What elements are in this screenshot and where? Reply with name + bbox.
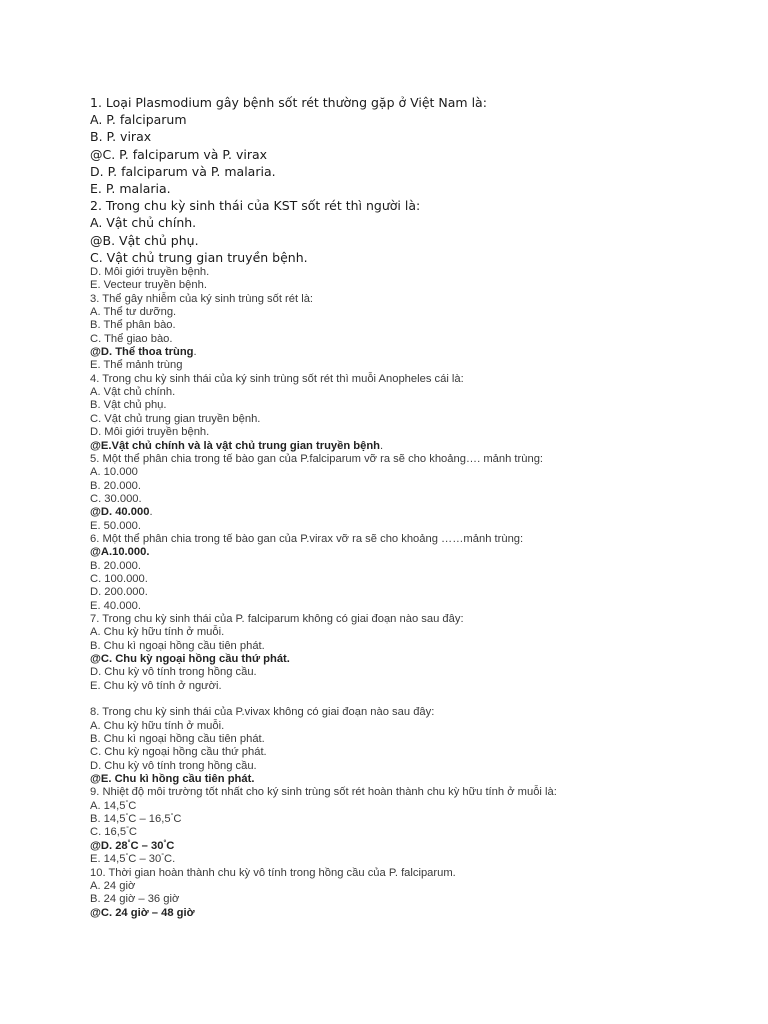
text-line: 3. Thể gây nhiễm của ký sinh trùng sốt rét là:	[90, 292, 314, 305]
answer-key-line	[90, 506, 730, 519]
text-line: C. Vật chủ trung gian truyền bệnh.	[90, 249, 308, 265]
answer-key-line	[90, 546, 730, 559]
text-line: 2. Trong chu kỳ sinh thái của KST sốt rét thì người là:	[90, 198, 421, 214]
text-line: 9. Nhiệt độ môi trường tốt nhất cho ký sinh trùng sốt rét hoàn thành chu kỳ hữu tính ở muỗi là:	[90, 786, 557, 799]
answer-key-line	[90, 907, 730, 920]
blank-line	[90, 693, 730, 706]
text-line: B. 14,5°C – 16,5°C	[90, 813, 182, 826]
degree-sign: °	[163, 839, 167, 847]
text-line: D. P. falciparum và P. malaria.	[90, 163, 276, 179]
text-line: D. Môi giới truyền bệnh.	[90, 266, 210, 279]
text-line: E. Thể mảnh trùng	[90, 359, 183, 372]
degree-sign: °	[125, 799, 129, 807]
degree-sign: °	[127, 839, 131, 847]
text-line: C. 30.000.	[90, 492, 142, 505]
text-line: A. P. falciparum	[90, 112, 187, 128]
text-line: 7. Trong chu kỳ sinh thái của P. falciparum không có giai đoạn nào sau đây:	[90, 612, 464, 625]
text-line: 5. Một thể phân chia trong tế bào gan của P.falciparum vỡ ra sẽ cho khoảng…. mảnh trùng:	[90, 452, 544, 465]
answer-key-line	[90, 653, 730, 666]
correct-answer: @C. Chu kỳ ngoại hồng cầu thứ phát.	[90, 653, 290, 665]
text-line: B. 20.000.	[90, 559, 142, 572]
text-line: B. Chu kì ngoại hồng cầu tiên phát.	[90, 733, 265, 746]
text-line: @C. P. falciparum và P. virax	[90, 146, 268, 162]
correct-answer: @D. 40.000	[90, 506, 150, 519]
text-line: A. Thể tư dưỡng.	[90, 306, 177, 319]
correct-answer: @D. Thể thoa trùng	[90, 346, 194, 359]
text-line: E. 14,5°C – 30°C.	[90, 853, 176, 866]
text-line: A. Chu kỳ hữu tính ở muỗi.	[90, 626, 225, 639]
text-line: 4. Trong chu kỳ sinh thái của ký sinh trùng sốt rét thì muỗi Anopheles cái là:	[90, 372, 464, 385]
degree-sign: °	[170, 813, 174, 821]
text-line: D. Chu kỳ vô tính trong hồng cầu.	[90, 666, 257, 679]
text-line: E. 40.000.	[90, 599, 142, 612]
degree-sign: °	[161, 853, 165, 861]
text-line: 1. Loại Plasmodium gây bệnh sốt rét thường gặp ở Việt Nam là:	[90, 95, 487, 110]
correct-answer: @E. Chu kì hồng cầu tiên phát.	[90, 773, 255, 786]
text-line: E. 50.000.	[90, 519, 142, 532]
text-line: A. 10.000	[90, 466, 138, 479]
line-tail: .	[193, 346, 197, 359]
text-line: @B. Vật chủ phụ.	[90, 232, 199, 248]
text-line: A. Vật chủ chính.	[90, 386, 176, 399]
text-line: A. Vật chủ chính.	[90, 215, 197, 231]
text-line: C. 16,5°C	[90, 826, 137, 839]
text-line: B. P. virax	[90, 129, 152, 145]
text-line: E. P. malaria.	[90, 181, 171, 197]
text-line: 8. Trong chu kỳ sinh thái của P.vivax không có giai đoạn nào sau đây:	[90, 706, 435, 719]
text-line: 10. Thời gian hoàn thành chu kỳ vô tính trong hồng cầu của P. falciparum.	[90, 866, 456, 879]
text-line: C. Chu kỳ ngoại hồng cầu thứ phát.	[90, 746, 267, 759]
answer-key-line	[90, 773, 730, 786]
text-line: B. Vật chủ phụ.	[90, 399, 167, 412]
correct-answer: @A.10.000.	[90, 546, 150, 559]
degree-sign: °	[125, 813, 129, 821]
answer-key-line	[90, 440, 730, 453]
text-line: E. Chu kỳ vô tính ở người.	[90, 679, 222, 692]
text-line: A. 24 giờ	[90, 879, 136, 892]
text-line: C. Thể giao bào.	[90, 332, 173, 345]
text-line: E. Vecteur truyền bệnh.	[90, 279, 207, 292]
text-line: C. Vật chủ trung gian truyền bệnh.	[90, 412, 261, 425]
text-line: A. 14,5°C	[90, 799, 137, 812]
text-line: B. 20.000.	[90, 479, 142, 492]
correct-answer: @C. 24 giờ – 48 giờ	[90, 906, 195, 919]
correct-answer: @D. 28°C – 30°C	[90, 839, 175, 852]
text-line: B. Thể phân bào.	[90, 319, 176, 332]
line-tail: .	[380, 439, 384, 452]
correct-answer: @E.Vật chủ chính và là vật chủ trung gian truyền bệnh	[90, 439, 381, 452]
text-line: D. Môi giới truyền bệnh.	[90, 426, 210, 439]
degree-sign: °	[126, 826, 129, 834]
text-line: B. Chu kì ngoại hồng cầu tiên phát.	[90, 639, 265, 652]
answer-key-line	[90, 346, 730, 359]
line-tail: .	[149, 506, 153, 519]
answer-key-line	[90, 840, 730, 853]
text-line: 6. Một thể phân chia trong tế bào gan của P.virax vỡ ra sẽ cho khoảng ……mảnh trùng:	[90, 532, 524, 545]
text-line: B. 24 giờ – 36 giờ	[90, 893, 180, 906]
degree-sign: °	[125, 853, 129, 861]
quiz-content	[90, 94, 730, 920]
text-line: D. 200.000.	[90, 586, 148, 599]
text-line: C. 100.000.	[90, 572, 148, 585]
text-line: A. Chu kỳ hữu tính ở muỗi.	[90, 719, 225, 732]
text-line: D. Chu kỳ vô tính trong hồng cầu.	[90, 759, 257, 772]
